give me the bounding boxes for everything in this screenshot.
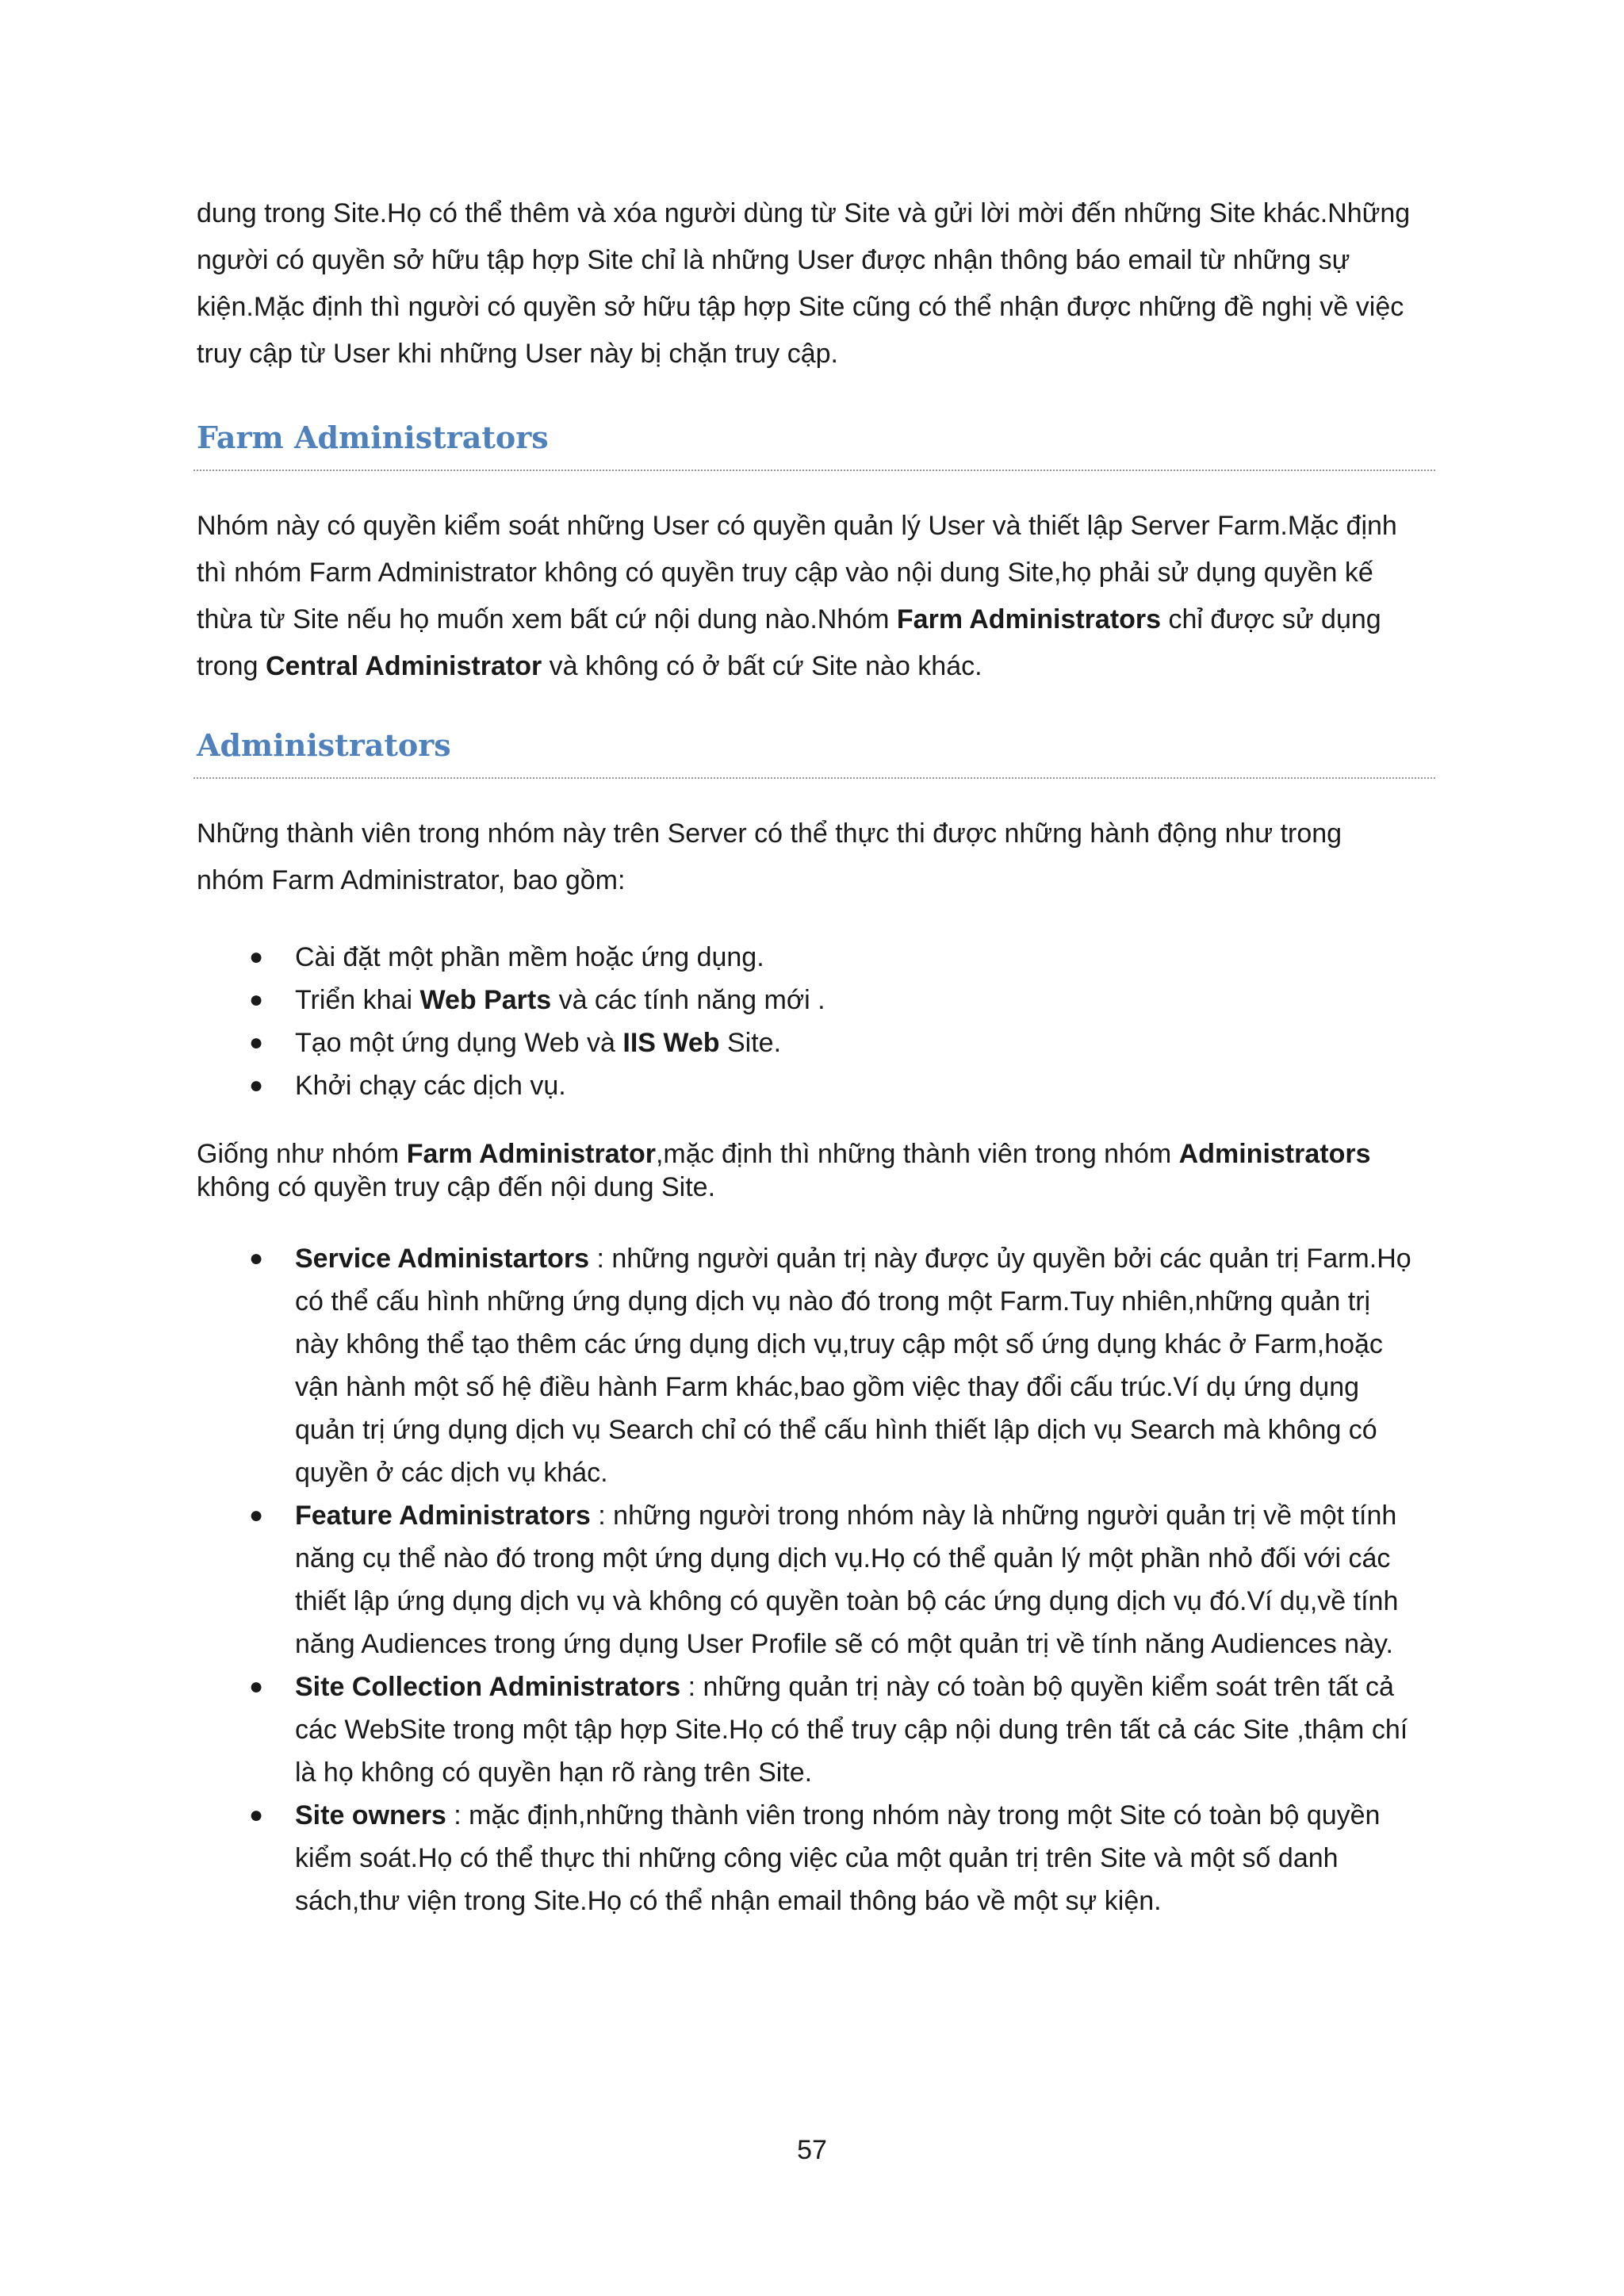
list-item bbox=[197, 936, 1434, 979]
bullet-text: Cài đặt một phần mềm hoặc ứng dụng. bbox=[295, 942, 764, 972]
farm-line-text: và không có ở bất cứ Site nào khác. bbox=[542, 651, 982, 681]
role-text: sách,thư viện trong Site.Họ có thể nhận email thông báo về một sự kiện. bbox=[295, 1886, 1162, 1916]
list-item bbox=[197, 1237, 1434, 1494]
list-item bbox=[197, 979, 1434, 1022]
admin-line: Những thành viên trong nhóm này trên Server có thể thực thi được những hành động như trong bbox=[197, 818, 1342, 849]
bullet-text: Site. bbox=[719, 1028, 782, 1058]
role-text: là họ không có quyền hạn rõ ràng trên Site. bbox=[295, 1757, 813, 1788]
farm-line-text: chỉ được sử dụng bbox=[1161, 604, 1381, 634]
intro-line: truy cập từ User khi những User này bị chặn truy cập. bbox=[197, 339, 838, 369]
farm-administrators-heading: Farm Administrators bbox=[197, 420, 549, 455]
like-text: ,mặc định thì những thành viên trong nhóm bbox=[655, 1139, 1179, 1169]
bullet-bold: IIS Web bbox=[622, 1028, 720, 1058]
like-text: Giống như nhóm bbox=[197, 1139, 407, 1169]
farm-line bbox=[197, 643, 1434, 690]
page-content bbox=[197, 190, 1434, 1922]
farm-line-text: trong bbox=[197, 651, 266, 681]
bullet-text: Khởi chạy các dịch vụ. bbox=[295, 1071, 566, 1101]
list-item bbox=[197, 1494, 1434, 1665]
role-text: các WebSite trong một tập hợp Site.Họ có thể truy cập nội dung trên tất cả các Site ,thậm chí bbox=[295, 1715, 1408, 1745]
administrators-heading: Administrators bbox=[197, 727, 451, 763]
like-bold: Farm Administrator bbox=[406, 1139, 656, 1169]
role-name: Site Collection Administrators bbox=[295, 1672, 681, 1702]
bullet-icon: ● bbox=[249, 1245, 264, 1271]
role-text: này không thể tạo thêm các ứng dụng dịch vụ,truy cập một số ứng dụng khác ở Farm,hoặc bbox=[295, 1329, 1383, 1359]
intro-line: người có quyền sở hữu tập hợp Site chỉ là những User được nhận thông báo email từ những sự bbox=[197, 245, 1350, 275]
bullet-icon: ● bbox=[249, 1502, 264, 1528]
role-text: vận hành một số hệ điều hành Farm khác,bao gồm việc thay đổi cấu trúc.Ví dụ ứng dụng bbox=[295, 1372, 1360, 1402]
admin-line: nhóm Farm Administrator, bao gồm: bbox=[197, 865, 626, 895]
like-line bbox=[197, 1137, 1434, 1171]
page-number: 57 bbox=[797, 2135, 827, 2165]
farm-line: Nhóm này có quyền kiểm soát những User có quyền quản lý User và thiết lập Server Farm.Mặc định bbox=[197, 511, 1397, 541]
bullet-icon: ● bbox=[249, 1029, 264, 1056]
role-name: Service Administartors bbox=[295, 1244, 589, 1274]
list-item bbox=[197, 1064, 1434, 1107]
role-text: năng cụ thể nào đó trong một ứng dụng dịch vụ.Họ có thể quản lý một phần nhỏ đối với các bbox=[295, 1543, 1391, 1573]
admin-bullet-list bbox=[197, 936, 1434, 1107]
role-text: có thể cấu hình những ứng dụng dịch vụ nào đó trong một Farm.Tuy nhiên,những quản trị bbox=[295, 1286, 1371, 1317]
role-name: Feature Administrators bbox=[295, 1501, 591, 1531]
bullet-text: và các tính năng mới . bbox=[551, 985, 825, 1015]
role-text: kiểm soát.Họ có thể thực thi những công việc của một quản trị trên Site và một số danh bbox=[295, 1843, 1339, 1873]
farm-line bbox=[197, 596, 1434, 643]
role-text: năng Audiences trong ứng dụng User Profile sẽ có một quản trị về tính năng Audiences này. bbox=[295, 1629, 1393, 1659]
role-text: : những người quản trị này được ủy quyền bởi các quản trị Farm.Họ bbox=[589, 1244, 1411, 1274]
list-item bbox=[197, 1665, 1434, 1794]
role-text: thiết lập ứng dụng dịch vụ và không có quyền toàn bộ các ứng dụng dịch vụ đó.Ví dụ,về tính bbox=[295, 1586, 1399, 1616]
farm-line: thì nhóm Farm Administrator không có quyền truy cập vào nội dung Site,họ phải sử dụng quyền kế bbox=[197, 558, 1373, 588]
farm-paragraph bbox=[197, 503, 1434, 690]
farm-bold-term: Farm Administrators bbox=[896, 604, 1162, 634]
bullet-icon: ● bbox=[249, 1673, 264, 1700]
like-line: không có quyền truy cập đến nội dung Site. bbox=[197, 1172, 716, 1202]
central-admin-term: Central Administrator bbox=[265, 651, 542, 681]
intro-line: kiện.Mặc định thì người có quyền sở hữu tập hợp Site cũng có thể nhận được những đề nghị về việc bbox=[197, 292, 1404, 322]
bullet-icon: ● bbox=[249, 944, 264, 970]
role-text: : những người trong nhóm này là những người quản trị về một tính bbox=[590, 1501, 1397, 1531]
role-text: : những quản trị này có toàn bộ quyền kiểm soát trên tất cả bbox=[680, 1672, 1394, 1702]
intro-paragraph bbox=[197, 190, 1434, 378]
bullet-text: Triển khai bbox=[295, 985, 420, 1015]
role-text: : mặc định,những thành viên trong nhóm này trong một Site có toàn bộ quyền bbox=[446, 1800, 1381, 1830]
like-bold: Administrators bbox=[1178, 1139, 1371, 1169]
like-paragraph bbox=[197, 1137, 1434, 1204]
list-item bbox=[197, 1794, 1434, 1922]
bullet-icon: ● bbox=[249, 1802, 264, 1828]
bullet-text: Tạo một ứng dụng Web và bbox=[295, 1028, 623, 1058]
farm-line-text: thừa từ Site nếu họ muốn xem bất cứ nội dung nào.Nhóm bbox=[197, 604, 897, 634]
role-text: quyền ở các dịch vụ khác. bbox=[295, 1458, 608, 1488]
role-text: quản trị ứng dụng dịch vụ Search chỉ có thể cấu hình thiết lập dịch vụ Search mà không có bbox=[295, 1415, 1377, 1445]
roles-list bbox=[197, 1237, 1434, 1922]
list-item bbox=[197, 1022, 1434, 1064]
role-name: Site owners bbox=[295, 1800, 446, 1830]
intro-line: dung trong Site.Họ có thể thêm và xóa người dùng từ Site và gửi lời mời đến những Site khác.Những bbox=[197, 198, 1411, 228]
bullet-bold: Web Parts bbox=[419, 985, 552, 1015]
admin-paragraph bbox=[197, 811, 1434, 904]
bullet-icon: ● bbox=[249, 987, 264, 1013]
bullet-icon: ● bbox=[249, 1072, 264, 1098]
